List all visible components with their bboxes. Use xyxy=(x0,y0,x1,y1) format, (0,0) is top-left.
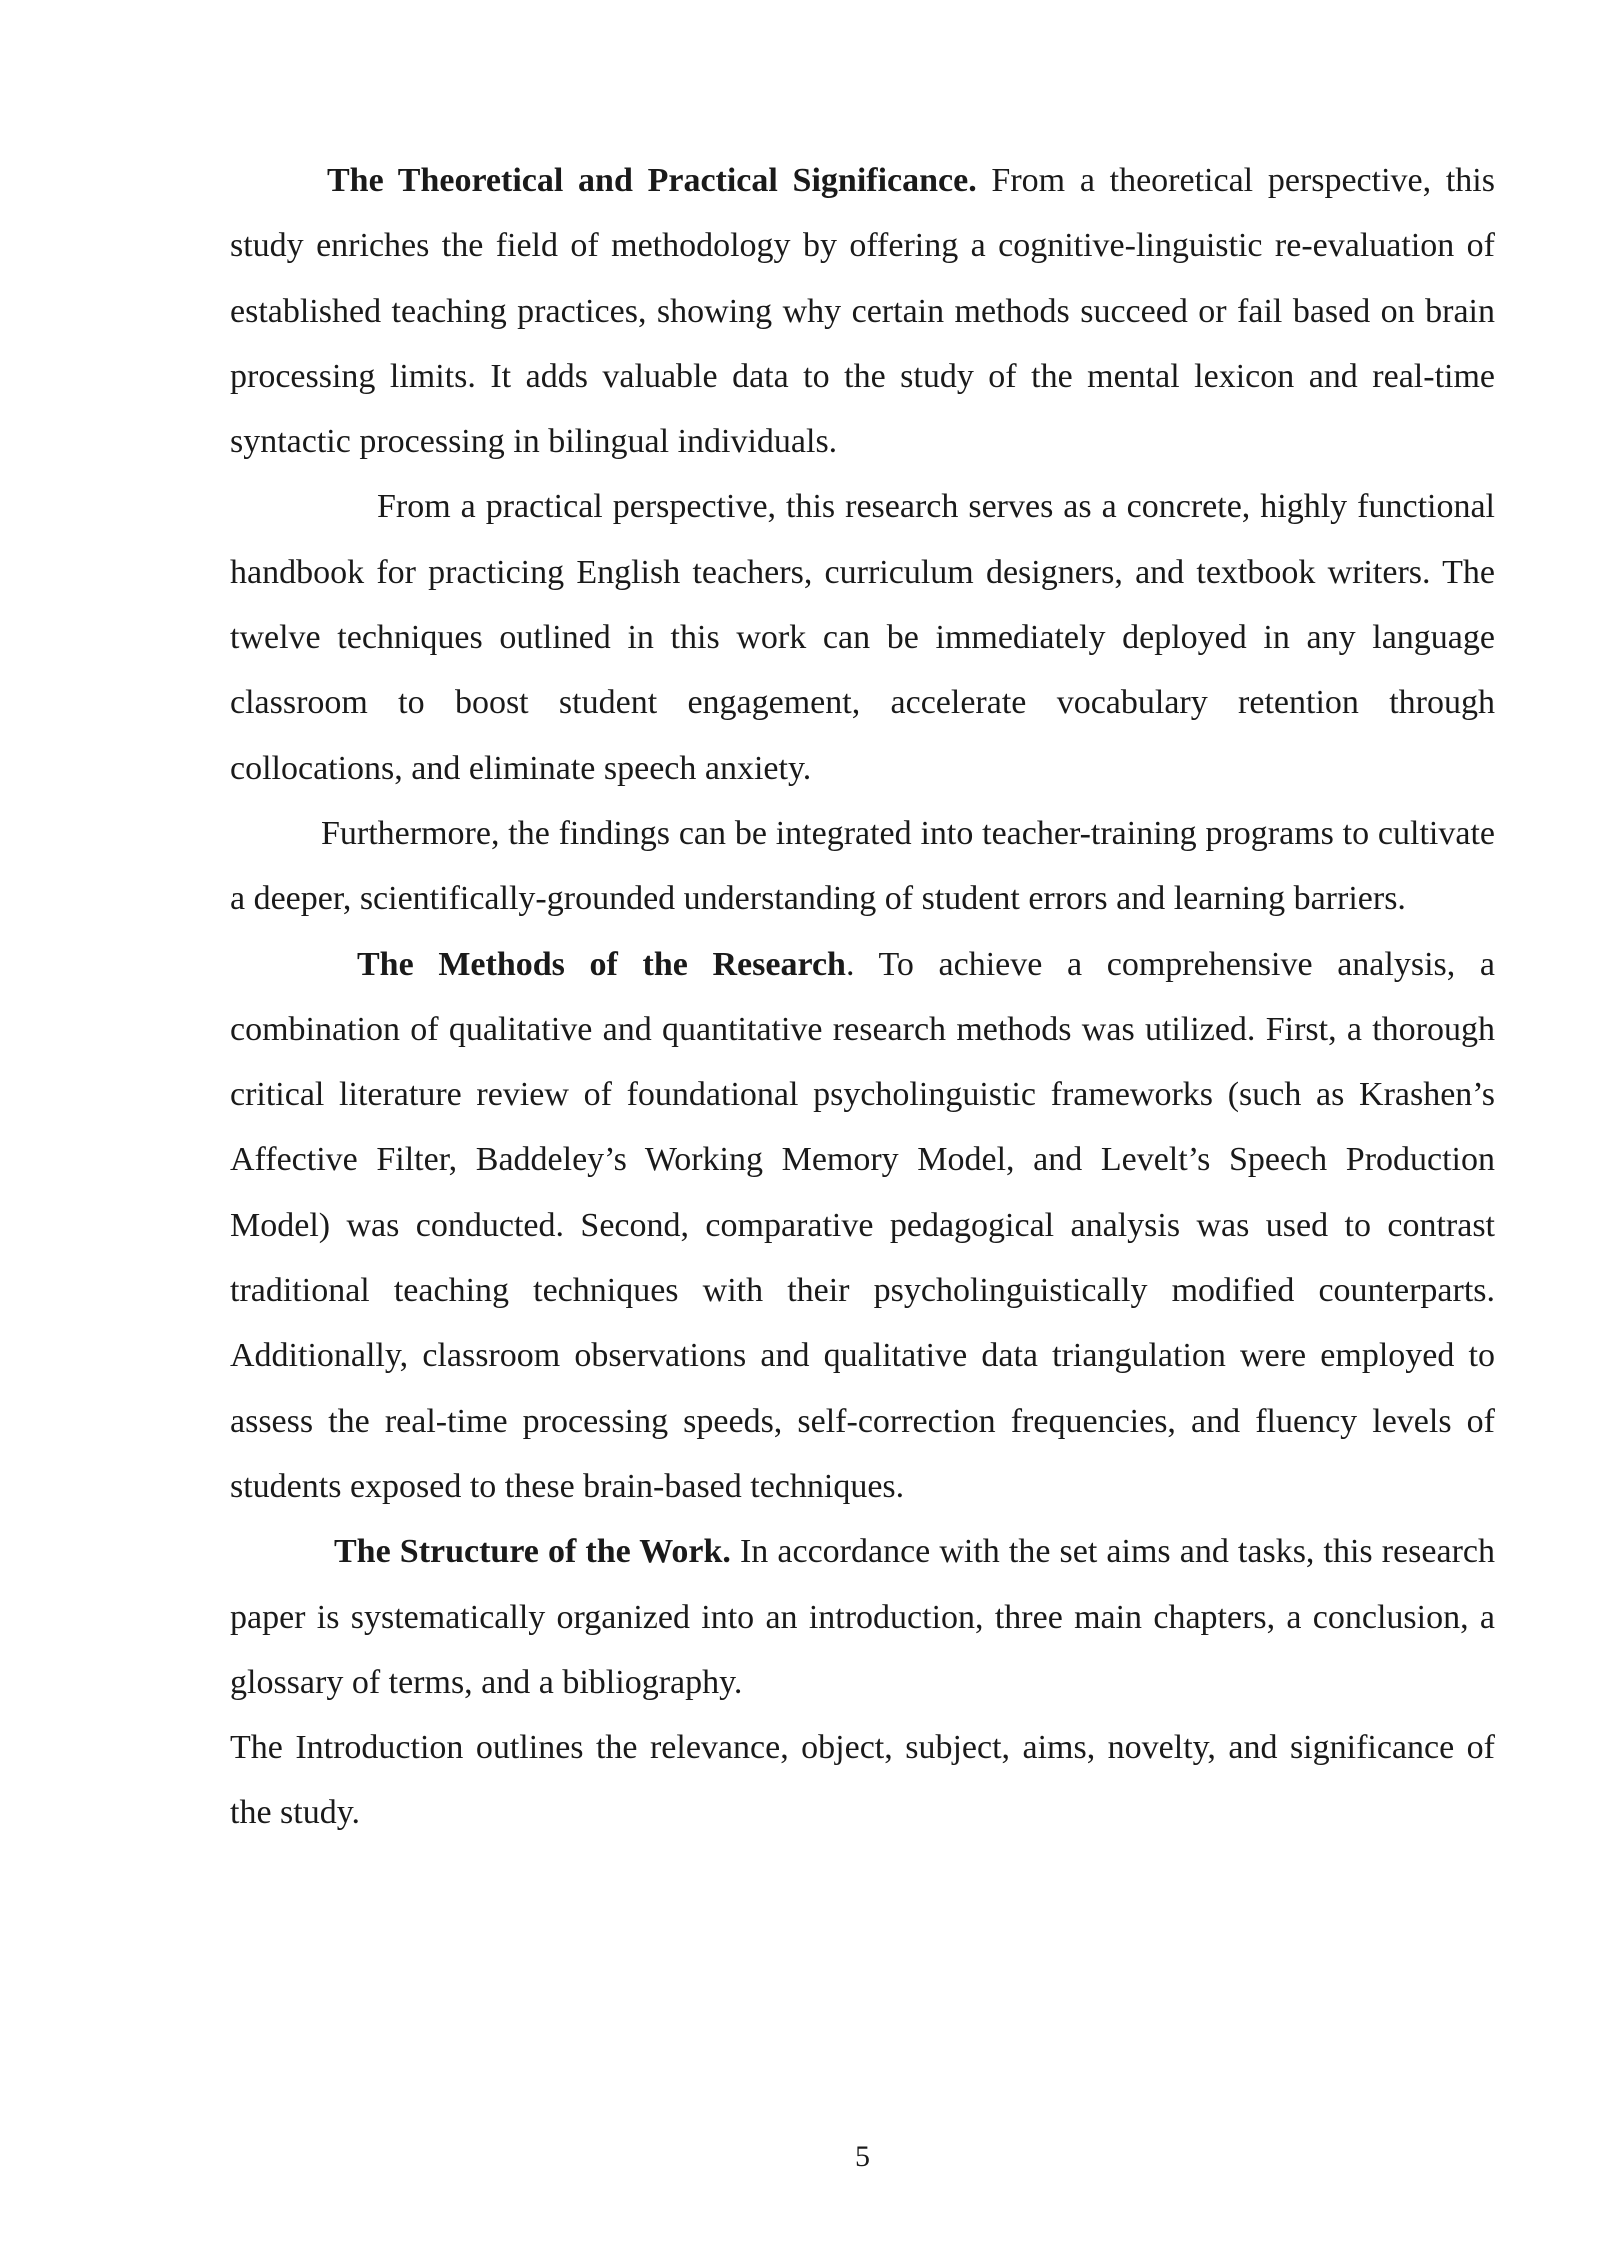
paragraph-practical-text: From a practical perspective, this research serves as a concrete, highly functional handbook for practicing English teachers, curriculum designers, and textbook writers. The twelve techniques outlined in this work can be immediately deployed in any language classroom to boost student engagement, accelerate vocabulary retention through collocations, and eliminate speech anxiety. xyxy=(230,488,1495,787)
paragraph-significance-text: From a theoretical perspective, this study enriches the field of methodology by offering a cognitive-linguistic re-evaluation of established teaching practices, showing why certain methods succeed or fail based on brain processing limits. It adds valuable data to the study of the mental lexicon and real-time syntactic processing in bilingual individuals. xyxy=(230,162,1495,461)
heading-methods: The Methods of the Research xyxy=(357,945,846,983)
heading-significance: The Theoretical and Practical Significance. xyxy=(327,162,977,199)
paragraph-significance xyxy=(230,148,1495,474)
paragraph-structure-text: In accordance with the set aims and tasks, this research paper is systematically organized into an introduction, three main chapters, a conclusion, a glossary of terms, and a bibliography. xyxy=(230,1533,1495,1701)
paragraph-furthermore-text: Furthermore, the findings can be integrated into teacher-training programs to cultivate a deeper, scientifically-grounded understanding of student errors and learning barriers. xyxy=(230,814,1495,918)
paragraph-furthermore xyxy=(230,801,1495,932)
paragraph-introduction-text: The Introduction outlines the relevance, object, subject, aims, novelty, and significance of the study. xyxy=(230,1729,1495,1832)
paragraph-methods-text: . To achieve a comprehensive analysis, a combination of qualitative and quantitative research methods was utilized. First, a thorough critical literature review of foundational psycholinguistic frameworks (such as Krashen’s Affective Filter, Baddeley’s Working Memory Model, and Levelt’s Speech Production Model) was conducted. Second, comparative pedagogical analysis was used to contrast traditional teaching techniques with their psycholinguistically modified counterparts. Additionally, classroom observations and qualitative data triangulation were employed to assess the real-time processing speeds, self-correction frequencies, and fluency levels of students exposed to these brain-based techniques. xyxy=(230,945,1495,1505)
heading-structure: The Structure of the Work. xyxy=(334,1533,731,1571)
paragraph-introduction xyxy=(230,1715,1495,1846)
paragraph-structure xyxy=(230,1519,1495,1715)
page-number: 5 xyxy=(855,2140,870,2173)
document-page xyxy=(230,148,1495,1846)
paragraph-methods xyxy=(230,932,1495,1520)
paragraph-practical xyxy=(230,474,1495,800)
